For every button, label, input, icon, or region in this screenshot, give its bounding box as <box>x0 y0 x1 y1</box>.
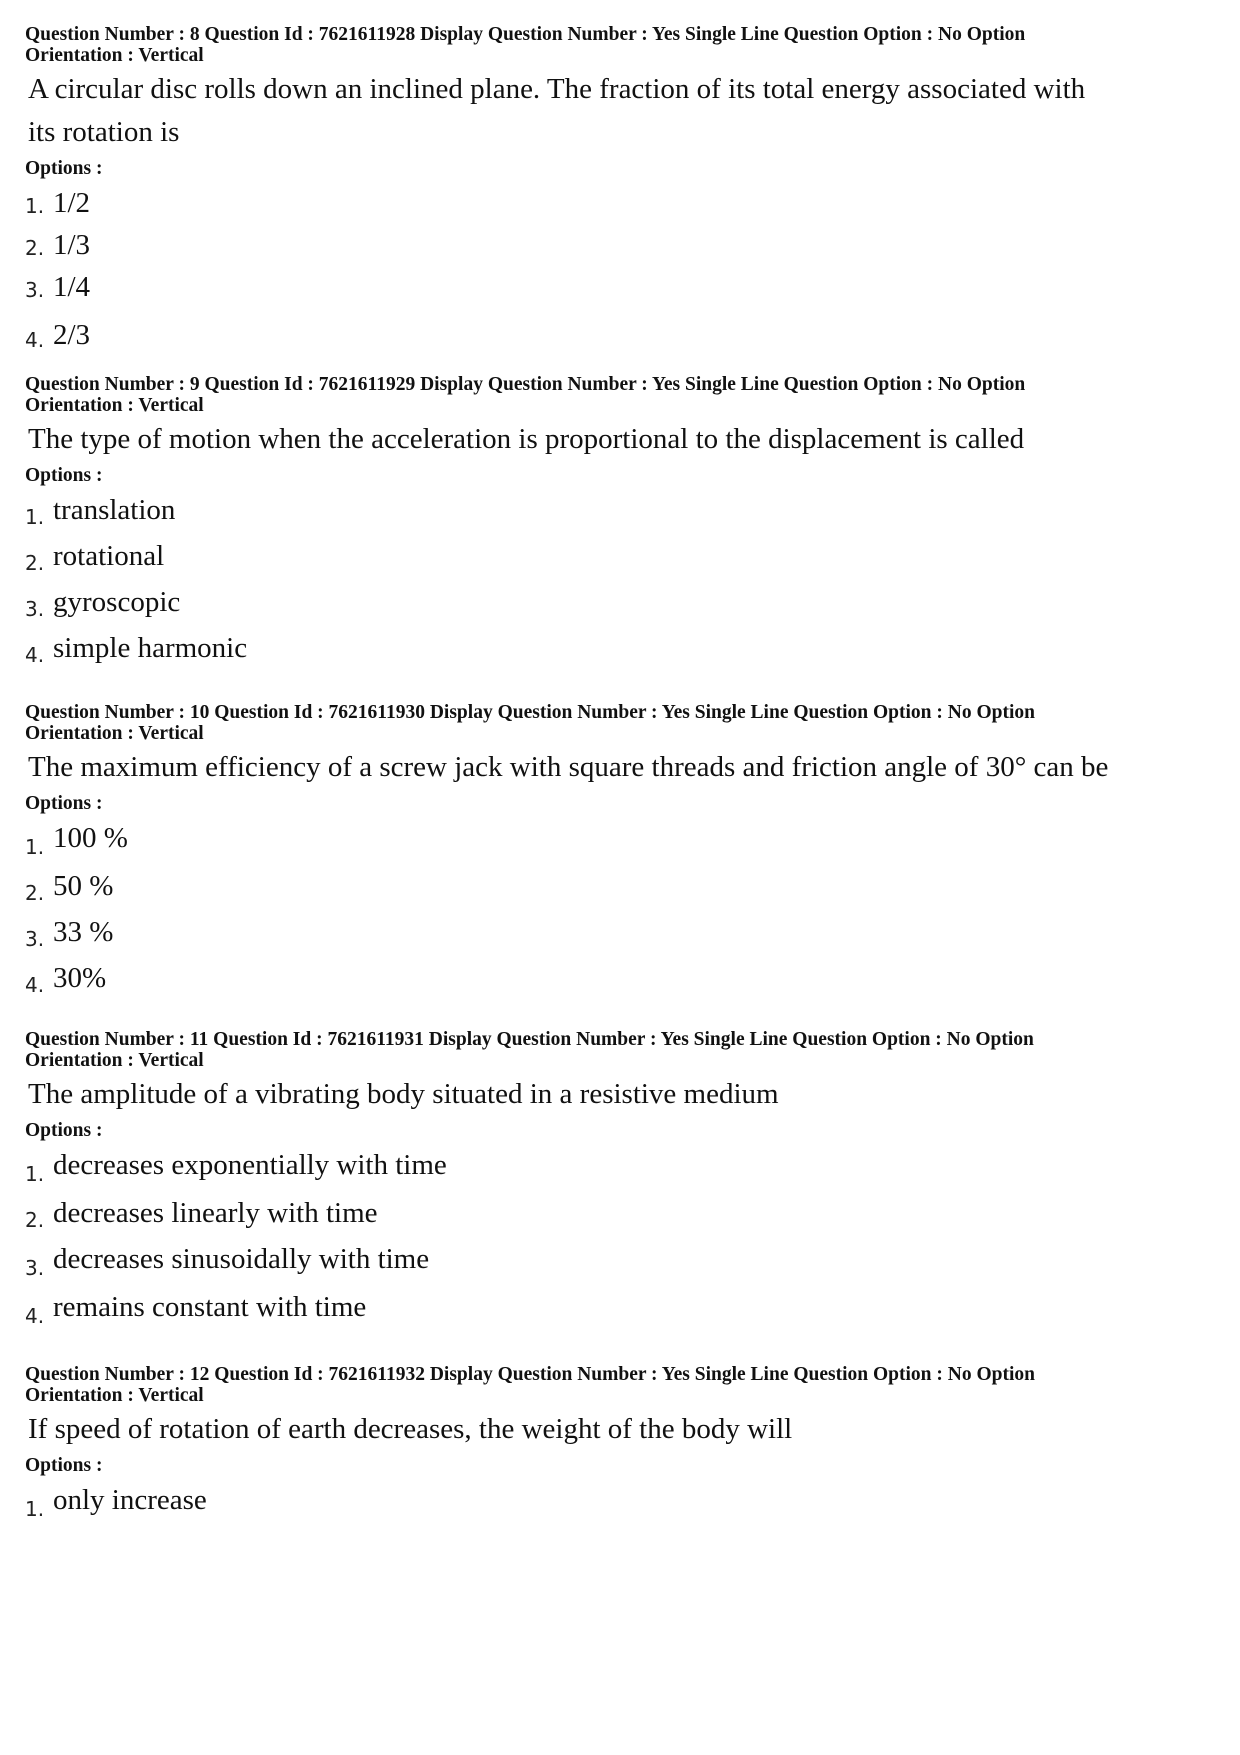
question-meta: Question Number : 11 Question Id : 7621611931 Display Question Number : Yes Single Line Question Option : No Option <box>25 1029 1034 1050</box>
question-meta: Question Number : 12 Question Id : 7621611932 Display Question Number : Yes Single Line Question Option : No Option <box>25 1364 1035 1385</box>
option-number: 4. <box>25 643 45 667</box>
option-1[interactable] <box>25 489 1225 535</box>
options-label: Options : <box>25 1120 103 1141</box>
question-text: The amplitude of a vibrating body situated in a resistive medium <box>28 1078 779 1110</box>
option-text: 1/3 <box>53 229 91 261</box>
option-4[interactable] <box>25 627 1225 673</box>
options-label: Options : <box>25 1455 103 1476</box>
option-1[interactable] <box>25 817 1225 865</box>
option-number: 3. <box>25 1256 45 1280</box>
option-1[interactable] <box>25 1144 1225 1192</box>
option-number: 3. <box>25 278 45 302</box>
option-text: remains constant with time <box>53 1291 367 1323</box>
question-text: The type of motion when the acceleration is proportional to the displacement is called <box>28 423 1025 455</box>
option-number: 2. <box>25 551 45 575</box>
question-text: A circular disc rolls down an inclined plane. The fraction of its total energy associated with its rotation is <box>28 73 1086 148</box>
option-4[interactable] <box>25 1286 1225 1334</box>
option-text: rotational <box>53 540 165 572</box>
option-4[interactable] <box>25 957 1225 1003</box>
options-label: Options : <box>25 158 103 179</box>
option-text: 1/4 <box>53 271 91 303</box>
question-block-12 <box>25 1364 1225 1527</box>
option-text: only increase <box>53 1484 207 1516</box>
option-2[interactable] <box>25 865 1225 911</box>
option-2[interactable] <box>25 535 1225 581</box>
option-3[interactable] <box>25 266 1225 308</box>
option-1[interactable] <box>25 1479 1225 1527</box>
option-number: 1. <box>25 194 45 218</box>
question-meta-orientation: Orientation : Vertical <box>25 1385 204 1406</box>
option-text: gyroscopic <box>53 586 181 618</box>
option-3[interactable] <box>25 581 1225 627</box>
option-number: 2. <box>25 1208 45 1232</box>
option-text: 2/3 <box>53 319 91 351</box>
option-3[interactable] <box>25 911 1225 957</box>
question-meta-orientation: Orientation : Vertical <box>25 395 204 416</box>
option-number: 1. <box>25 1162 45 1186</box>
option-2[interactable] <box>25 224 1225 266</box>
option-number: 4. <box>25 328 45 352</box>
option-text: 30% <box>53 962 107 994</box>
option-number: 4. <box>25 973 45 997</box>
option-number: 2. <box>25 881 45 905</box>
option-text: 33 % <box>53 916 114 948</box>
question-text: If speed of rotation of earth decreases, the weight of the body will <box>28 1413 793 1445</box>
option-number: 3. <box>25 927 45 951</box>
question-meta: Question Number : 10 Question Id : 7621611930 Display Question Number : Yes Single Line Question Option : No Option <box>25 702 1035 723</box>
question-meta-orientation: Orientation : Vertical <box>25 45 204 66</box>
option-3[interactable] <box>25 1238 1225 1286</box>
option-text: decreases linearly with time <box>53 1197 378 1229</box>
question-meta: Question Number : 8 Question Id : 7621611928 Display Question Number : Yes Single Line Question Option : No Option <box>25 24 1026 45</box>
option-text: 50 % <box>53 870 114 902</box>
option-text: translation <box>53 494 176 526</box>
option-number: 2. <box>25 236 45 260</box>
option-number: 3. <box>25 597 45 621</box>
question-meta: Question Number : 9 Question Id : 7621611929 Display Question Number : Yes Single Line Question Option : No Option <box>25 374 1026 395</box>
question-meta-orientation: Orientation : Vertical <box>25 1050 204 1071</box>
question-block-10 <box>25 702 1225 1003</box>
option-1[interactable] <box>25 182 1225 224</box>
option-text: decreases sinusoidally with time <box>53 1243 430 1275</box>
option-text: decreases exponentially with time <box>53 1149 447 1181</box>
option-number: 4. <box>25 1304 45 1328</box>
question-block-8 <box>25 24 1225 358</box>
option-text: 1/2 <box>53 187 91 219</box>
option-2[interactable] <box>25 1192 1225 1238</box>
option-text: simple harmonic <box>53 632 248 664</box>
option-text: 100 % <box>53 822 128 854</box>
option-number: 1. <box>25 505 45 529</box>
question-text: The maximum efficiency of a screw jack with square threads and friction angle of 30° can be <box>28 751 1109 783</box>
option-number: 1. <box>25 1497 45 1521</box>
options-label: Options : <box>25 465 103 486</box>
option-4[interactable] <box>25 308 1225 358</box>
question-block-9 <box>25 374 1225 673</box>
options-label: Options : <box>25 793 103 814</box>
question-meta-orientation: Orientation : Vertical <box>25 723 204 744</box>
option-number: 1. <box>25 835 45 859</box>
question-block-11 <box>25 1029 1225 1334</box>
